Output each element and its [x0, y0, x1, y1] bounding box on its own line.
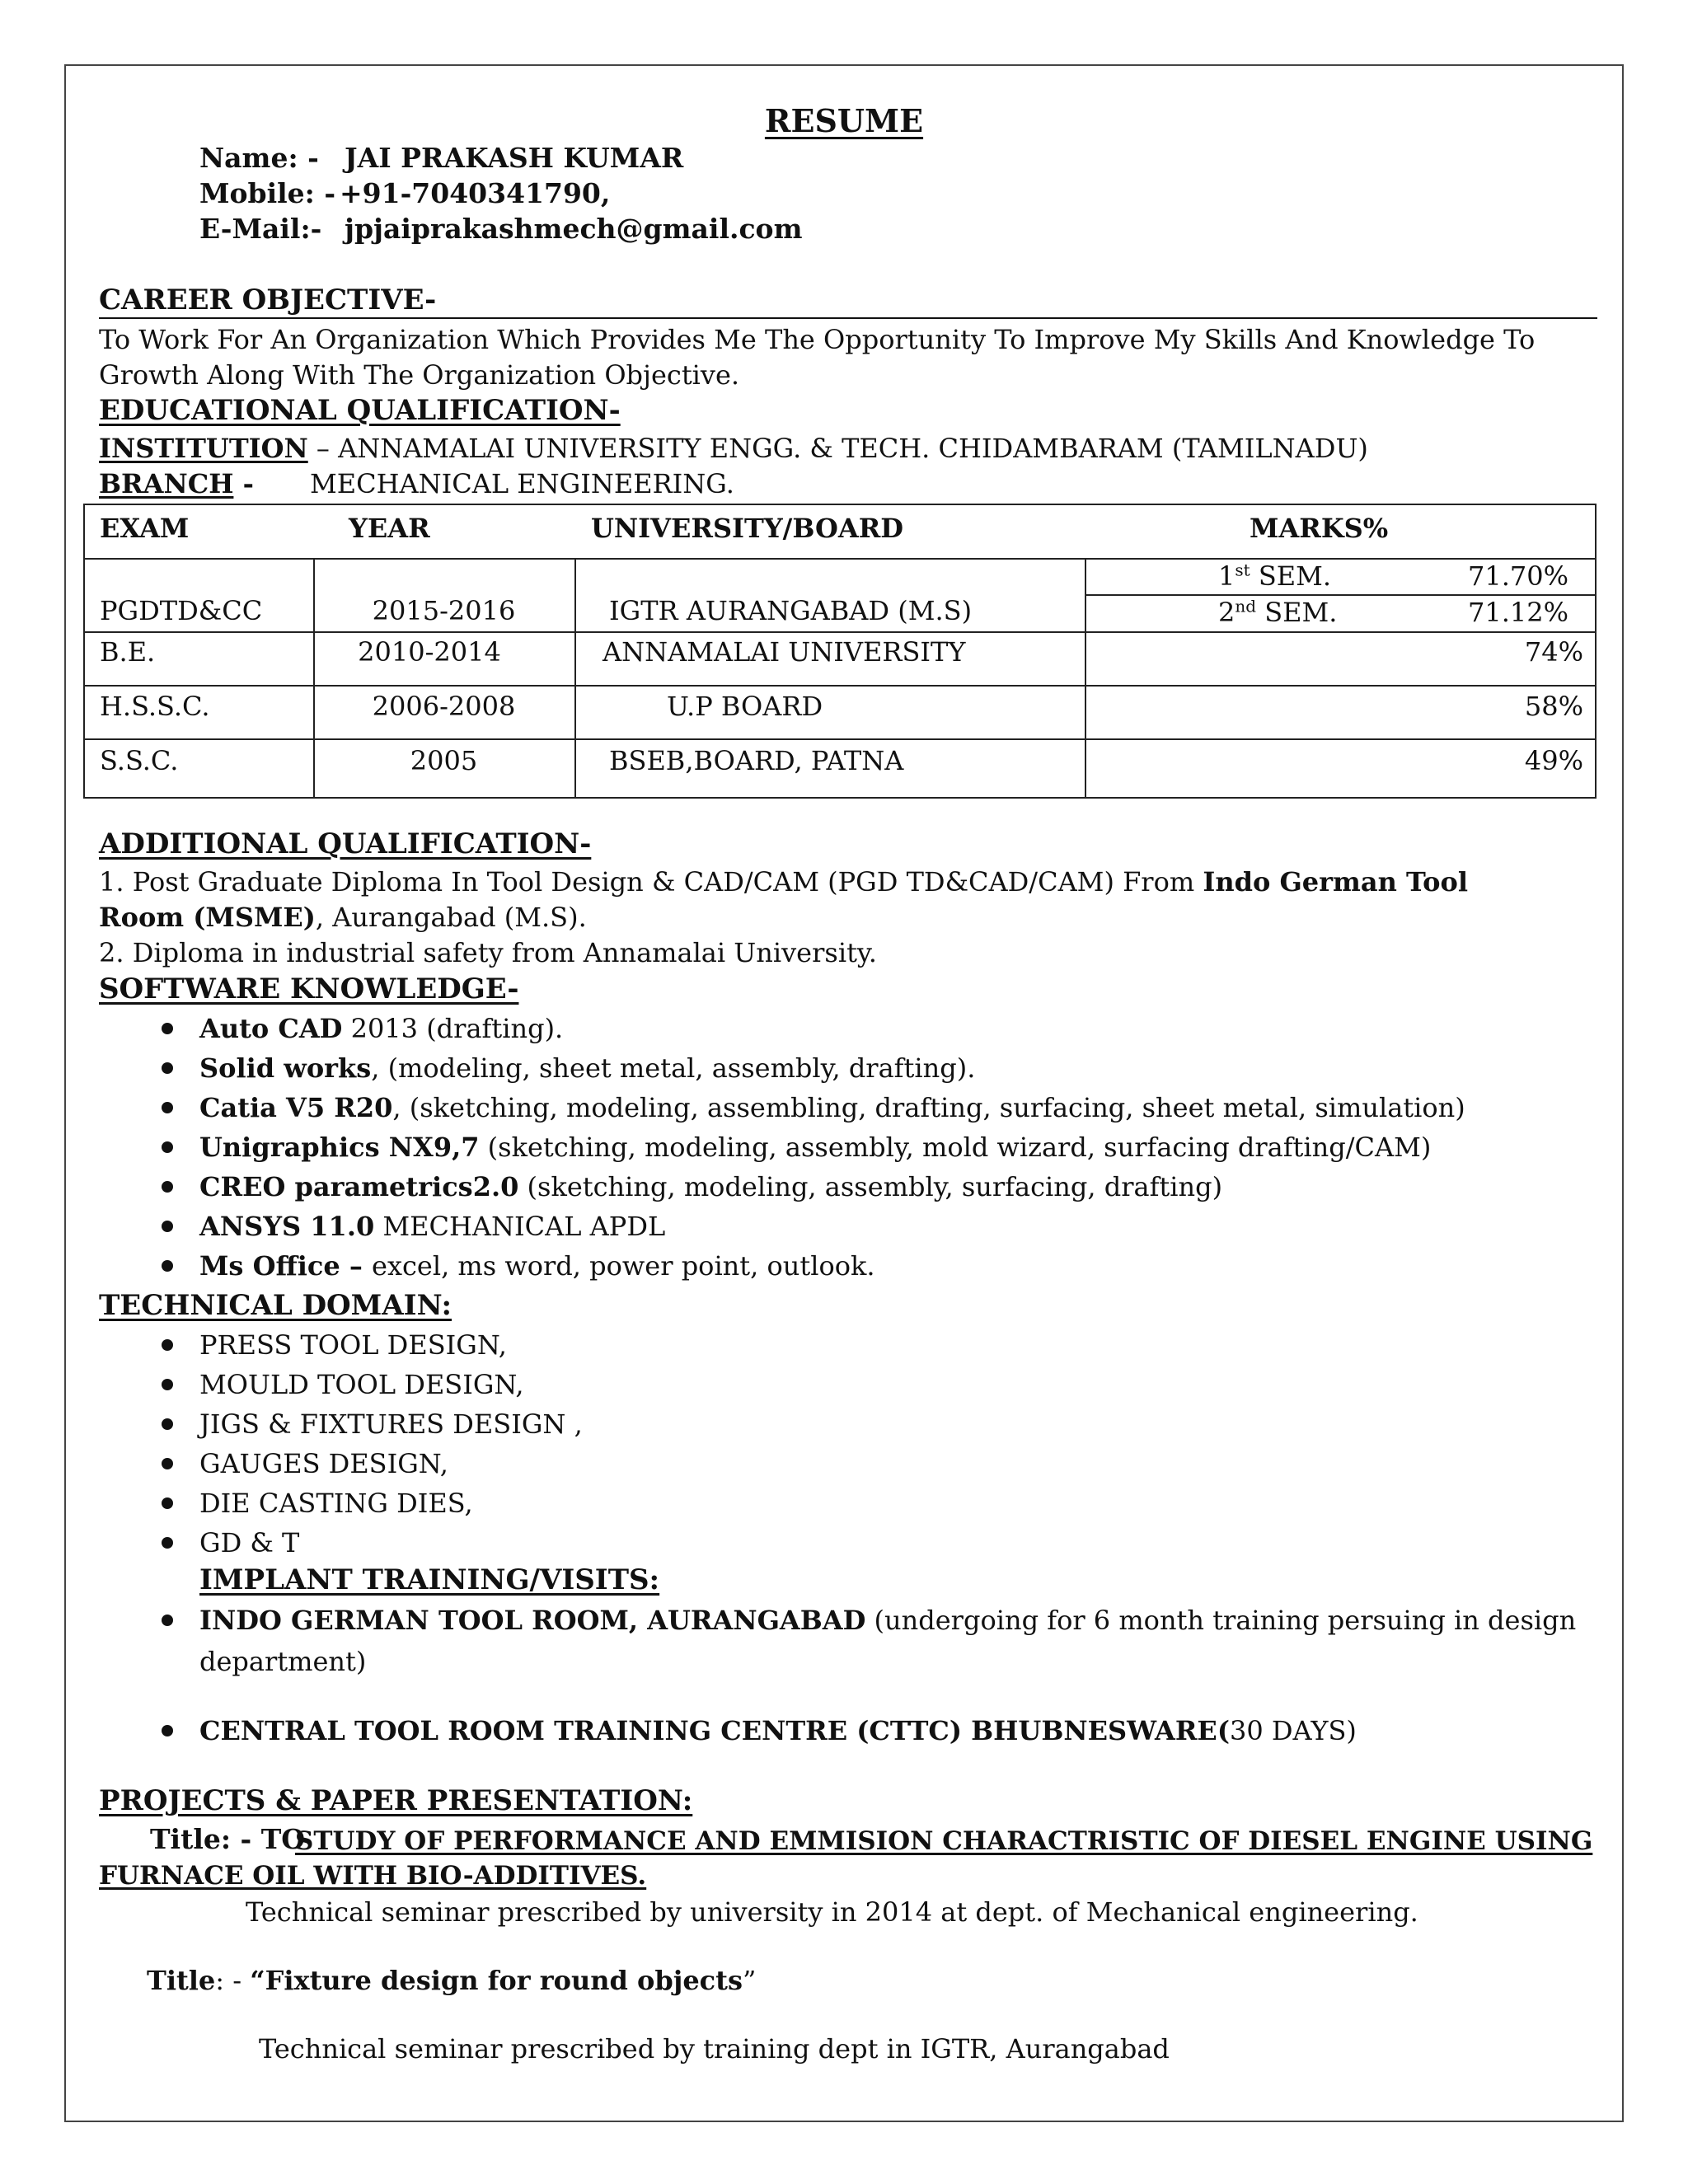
software-item: Solid works, (modeling, sheet metal, assembly, drafting). [199, 1052, 976, 1084]
bullet-icon [162, 1537, 173, 1549]
table-cell-exam: H.S.S.C. [100, 691, 210, 722]
mobile-value: +91-7040341790, [340, 177, 611, 209]
institution-line [99, 432, 1368, 465]
bullet-icon [162, 1181, 173, 1193]
bullet-icon [162, 1062, 173, 1074]
software-item: Unigraphics NX9,7 (sketching, modeling, assembly, mold wizard, surfacing drafting/CAM) [199, 1132, 1432, 1163]
software-heading: SOFTWARE KNOWLEDGE- [99, 972, 519, 1005]
bullet-icon [162, 1339, 173, 1351]
bullet-icon [162, 1023, 173, 1034]
name-value: JAI PRAKASH KUMAR [345, 142, 684, 174]
technical-item: PRESS TOOL DESIGN, [199, 1329, 507, 1361]
institution-label: INSTITUTION [99, 433, 308, 464]
table-cell-board: U.P BOARD [667, 691, 823, 722]
header-marks: MARKS% [1250, 513, 1389, 544]
project-1-title: STUDY OF PERFORMANCE AND EMMISION CHARACTRISTIC OF DIESEL ENGINE USING [295, 1826, 1593, 1856]
additional-item-2: 2. Diploma in industrial safety from Annamalai University. [99, 937, 877, 968]
career-text-line2: Growth Along With The Organization Objective. [99, 359, 740, 391]
project-1-title-cont: FURNACE OIL WITH BIO-ADDITIVES. [99, 1861, 647, 1891]
project-1-description: Technical seminar prescribed by university in 2014 at dept. of Mechanical engineering. [246, 1896, 1418, 1928]
header-exam: EXAM [100, 513, 190, 544]
branch-value: MECHANICAL ENGINEERING. [310, 468, 734, 499]
table-cell-marks: 74% [1524, 636, 1583, 668]
table-rule [574, 558, 576, 797]
bullet-icon [162, 1497, 173, 1509]
bullet-icon [162, 1260, 173, 1272]
header-board: UNIVERSITY/BOARD [591, 513, 904, 544]
sem1-marks: 71.70% [1467, 560, 1568, 592]
table-cell-board: IGTR AURANGABAD (M.S) [609, 595, 973, 626]
institution-value: – ANNAMALAI UNIVERSITY ENGG. & TECH. CHIDAMBARAM (TAMILNADU) [307, 433, 1368, 464]
branch-label: BRANCH [99, 468, 234, 499]
table-cell-board: ANNAMALAI UNIVERSITY [603, 636, 966, 668]
project-1-label: Title: - TO [150, 1823, 306, 1855]
project-2-title: Title: - “Fixture design for round objects” [147, 1965, 757, 1996]
training-heading: IMPLANT TRAINING/VISITS: [199, 1563, 660, 1596]
technical-item: GD & T [199, 1527, 300, 1558]
additional-item-1: 1. Post Graduate Diploma In Tool Design & CAD/CAM (PGD TD&CAD/CAM) From Indo German Tool [99, 866, 1468, 898]
table-cell-marks: 58% [1524, 691, 1583, 722]
table-cell-marks: 49% [1524, 745, 1583, 776]
table-rule [85, 631, 1595, 633]
technical-item: DIE CASTING DIES, [199, 1488, 473, 1519]
page-title: RESUME [764, 102, 924, 139]
table-rule [85, 558, 1595, 560]
mobile-label: Mobile: - [199, 177, 336, 209]
software-item: Catia V5 R20, (sketching, modeling, assembling, drafting, surfacing, sheet metal, simulation) [199, 1092, 1465, 1123]
training-item-1: INDO GERMAN TOOL ROOM, AURANGABAD (undergoing for 6 month training persuing in design [199, 1605, 1577, 1636]
branch-dash: - [233, 468, 254, 499]
career-rule [99, 317, 1597, 319]
technical-item: GAUGES DESIGN, [199, 1448, 448, 1479]
education-table [83, 504, 1597, 799]
table-rule [1085, 558, 1086, 797]
bullet-icon [162, 1221, 173, 1232]
table-cell-exam: PGDTD&CC [100, 595, 263, 626]
sem2-marks: 71.12% [1467, 597, 1568, 628]
training-item-1-cont: department) [199, 1646, 367, 1677]
technical-item: MOULD TOOL DESIGN, [199, 1369, 524, 1400]
software-item: CREO parametrics2.0 (sketching, modeling, assembly, surfacing, drafting) [199, 1171, 1223, 1202]
software-item: Auto CAD 2013 (drafting). [199, 1013, 564, 1044]
bullet-icon [162, 1379, 173, 1390]
table-cell-exam: S.S.C. [100, 745, 179, 776]
additional-item-1-cont: Room (MSME), Aurangabad (M.S). [99, 902, 587, 933]
software-item: ANSYS 11.0 MECHANICAL APDL [199, 1211, 666, 1242]
table-cell-year: 2005 [410, 745, 478, 776]
table-cell-year: 2010-2014 [358, 636, 501, 668]
software-item: Ms Office – excel, ms word, power point, outlook. [199, 1250, 875, 1282]
bullet-icon [162, 1141, 173, 1153]
bullet-icon [162, 1418, 173, 1430]
sem2-label: 2nd SEM. [1218, 596, 1338, 628]
bullet-icon [162, 1725, 173, 1736]
sem1-label: 1st SEM. [1218, 560, 1332, 592]
technical-heading: TECHNICAL DOMAIN: [99, 1289, 452, 1322]
technical-item: JIGS & FIXTURES DESIGN , [199, 1408, 583, 1440]
career-heading: CAREER OBJECTIVE- [99, 284, 437, 316]
table-rule [85, 685, 1595, 687]
name-label: Name: - [199, 142, 319, 174]
training-item-2: CENTRAL TOOL ROOM TRAINING CENTRE (CTTC) BHUBNESWARE(30 DAYS) [199, 1715, 1357, 1746]
career-text-line1: To Work For An Organization Which Provides Me The Opportunity To Improve My Skills And Knowledge To [99, 324, 1536, 355]
table-cell-exam: B.E. [100, 636, 156, 668]
table-cell-year: 2006-2008 [372, 691, 516, 722]
table-rule [85, 738, 1595, 740]
table-cell-board: BSEB,BOARD, PATNA [609, 745, 904, 776]
branch-line [99, 467, 254, 500]
header-year: YEAR [349, 513, 430, 544]
table-cell-year: 2015-2016 [372, 595, 516, 626]
email-value: jpjaiprakashmech@gmail.com [345, 213, 803, 245]
email-label: E-Mail:- [199, 213, 322, 245]
project-2-description: Technical seminar prescribed by training dept in IGTR, Aurangabad [259, 2033, 1170, 2064]
additional-heading: ADDITIONAL QUALIFICATION- [99, 827, 592, 860]
bullet-icon [162, 1102, 173, 1113]
projects-heading: PROJECTS & PAPER PRESENTATION: [99, 1784, 693, 1817]
bullet-icon [162, 1458, 173, 1469]
bullet-icon [162, 1615, 173, 1626]
education-heading: EDUCATIONAL QUALIFICATION- [99, 394, 621, 427]
